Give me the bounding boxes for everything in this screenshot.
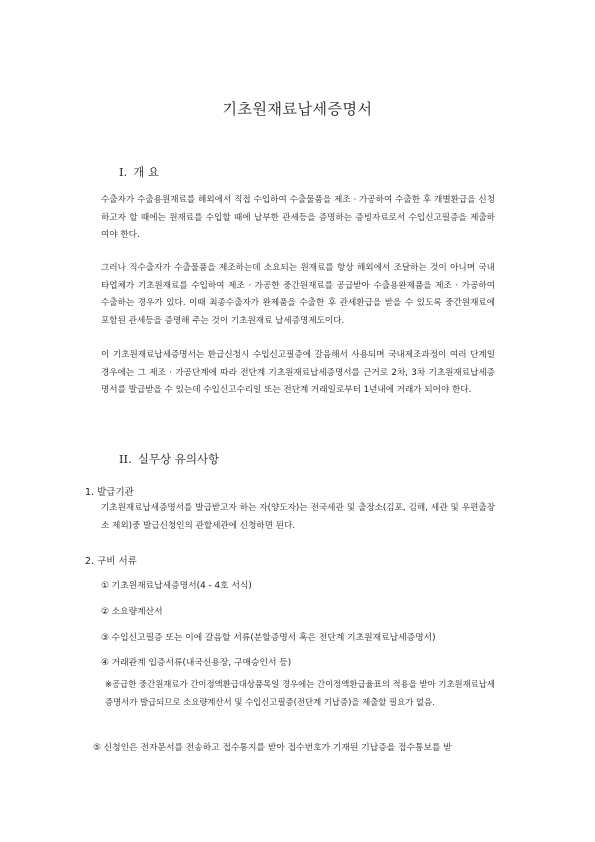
document-item-2: ② 소요량계산서 xyxy=(101,607,163,617)
section-1-numeral: I. xyxy=(119,165,128,179)
document-item-4: ④ 거래관계 입증서류(내국신용장, 구매승인서 등) xyxy=(101,658,292,668)
section-1-paragraph-2: 그러나 직수출자가 수출물품을 제조하는데 소요되는 원재료를 항상 해외에서 조달하는 것이 아니며 국내 타업체가 기초원재료를 수입하여 제조 · 가공한 중간원재료를 공급받아 수출용완제품을 제조 · 가공하여 수출하는 경우가 있다. 이때 최종수출자가 완제품을 수출한 후 관세환급을 받을 수 있도록 중간원재료에 포함된 관세등을 증명해 주는 것이 기초원재료 납세증명제도이다. xyxy=(101,263,495,326)
document-title: 기초원재료납세증명서 xyxy=(222,100,373,118)
section-1-heading xyxy=(119,164,159,180)
sub-heading-documents: 2. 구비 서류 xyxy=(85,556,137,567)
sub-heading-issuer: 1. 발급기관 xyxy=(85,487,134,498)
section-1-label: 개 요 xyxy=(133,165,160,179)
document-item-5: ⑤ 신청인은 전자문서를 전송하고 접수통지를 받아 접수번호가 기재된 기납증을 접수통보를 받 xyxy=(93,743,452,753)
section-1-paragraph-1: 수출자가 수출용원재료를 해외에서 직접 수입하여 수출물품을 제조 · 가공하여 수출한 후 개별환급을 신청하고자 할 때에는 원재료를 수입할 때에 납부한 관세등을 증명하는 증빙자료로서 수입신고필증을 제출하여야 한다. xyxy=(101,195,495,240)
section-1-paragraph-3: 이 기초원재료납세증명서는 환급신청시 수입신고필증에 갈음해서 사용되며 국내제조과정이 여러 단계일 경우에는 그 제조 · 가공단계에 따라 전단계 기초원재료납세증명서를 근거로 2차, 3차 기초원재료납세증명서를 발급받을 수 있는데 수입신고수리일 또는 전단계 거래일로부터 1년내에 거래가 되어야 한다. xyxy=(101,350,495,395)
document-item-1: ① 기초원재료납세증명서(4 - 4호 서식) xyxy=(101,581,252,591)
section-2-label: 실무상 유의사항 xyxy=(137,452,220,466)
document-item-3: ③ 수입신고필증 또는 이에 갈음할 서류(분할증명서 혹은 전단계 기초원재료납세증명서) xyxy=(101,633,436,643)
section-2-heading xyxy=(119,451,219,467)
issuer-text: 기초원재료납세증명서를 발급받고자 하는 자(양도자)는 전국세관 및 출장소(김포, 김해, 세관 및 우편출장소 제외)중 발급신청인의 관할세관에 신청하면 된다. xyxy=(101,503,495,531)
documents-note: ※공급한 중간원재료가 간이정액환급대상품목일 경우에는 간이정액환급율표의 적용을 받아 기초원재료납세증명서가 발급되므로 소요량계산서 및 수입신고필증(전단계 기납증)을 제출할 필요가 없음. xyxy=(105,679,495,707)
section-2-numeral: II. xyxy=(119,452,132,466)
